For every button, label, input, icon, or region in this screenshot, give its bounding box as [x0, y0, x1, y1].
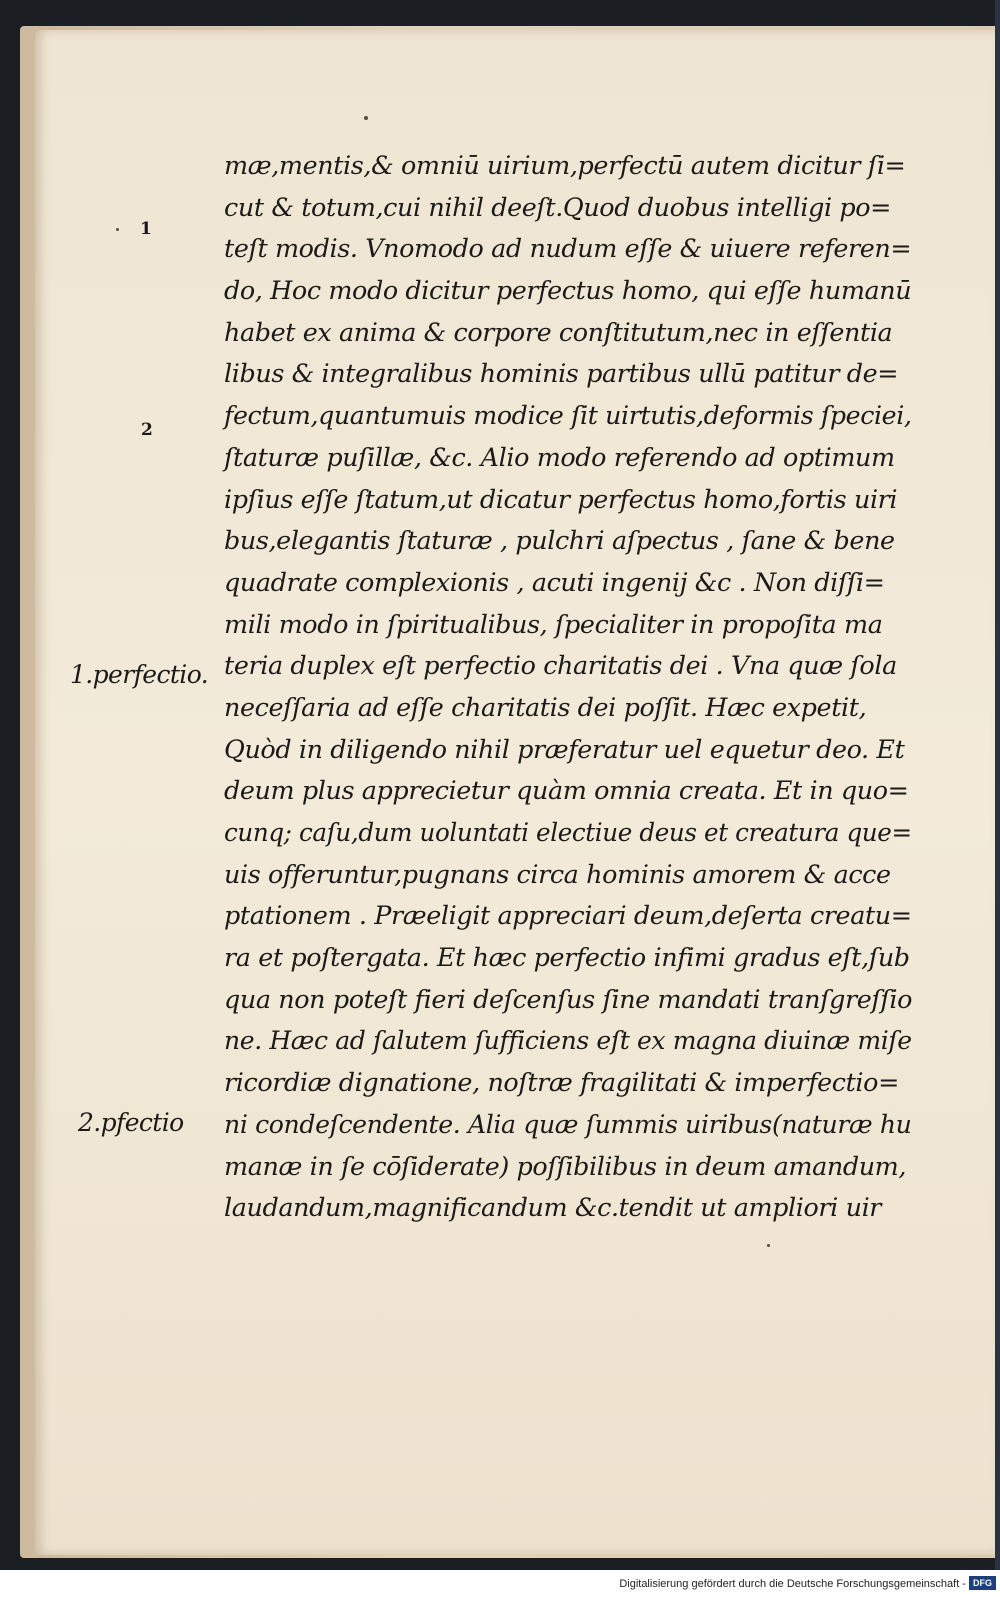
text-line: cunq; caſu,dum uoluntati electiue deus et creatura que=: [224, 818, 912, 848]
text-line: Quòd in diligendo nihil præferatur uel equetur deo. Et: [224, 734, 905, 765]
text-line: deum plus apprecietur quàm omnia creata. Et in quo=: [224, 776, 909, 807]
text-line: ptationem . Præeligit appreciari deum,deſerta creatu=: [224, 901, 912, 932]
text-line: teſt modis. Vnomodo ad nudum eſſe & uiuere referen=: [224, 234, 912, 265]
text-line: uis offeruntur,pugnans circa hominis amorem & acce: [224, 859, 891, 890]
text-line: fectum,quantumuis modice ſit uirtutis,deformis ſpeciei,: [224, 401, 912, 432]
text-line: bus,elegantis ſtaturæ , pulchri aſpectus , ſane & bene: [224, 526, 895, 557]
text-line: neceſſaria ad eſſe charitatis dei poſſit. Hæc expetit,: [224, 692, 867, 723]
text-line: manæ in ſe cōſiderate) poſſibilibus in deum amandum,: [224, 1151, 907, 1182]
ink-speck: [767, 1244, 770, 1247]
text-line: ſtaturæ puſillæ, &c. Alio modo referendo ad optimum: [224, 442, 895, 473]
text-line: ra et poſtergata. Et hæc perfectio infimi gradus eſt,ſub: [224, 943, 910, 974]
margin-note-perfectio-1: 1.perfectio.: [70, 660, 209, 689]
text-line: ricordiæ dignatione, noſtræ fragilitati & imperfectio=: [224, 1068, 899, 1099]
text-line: teria duplex eſt perfectio charitatis dei . Vna quæ ſola: [224, 651, 897, 682]
text-line: mili modo in ſpiritualibus, ſpecialiter in propoſita ma: [224, 609, 883, 640]
scan-edge-strip: [995, 0, 1000, 1570]
text-line: ipſius eſſe ſtatum,ut dicatur perfectus homo,fortis uiri: [224, 484, 898, 515]
text-line: habet ex anima & corpore conſtitutum,nec in eſſentia: [224, 317, 893, 348]
text-line: cut & totum,cui nihil deeſt.Quod duobus intelligi po=: [224, 192, 892, 223]
margin-mark-2: 2: [141, 420, 153, 440]
margin-mark-1: 1: [140, 219, 152, 239]
text-line: do, Hoc modo dicitur perfectus homo, qui eſſe humanū: [224, 276, 912, 307]
dfg-logo: DFG: [969, 1576, 996, 1590]
text-line: libus & integralibus hominis partibus ullū patitur de=: [224, 359, 899, 390]
text-line: laudandum,magnificandum &c.tendit ut ampliori uir: [224, 1193, 882, 1224]
text-line: qua non poteſt fieri deſcenſus ſine mandati tranſgreſſio: [224, 984, 913, 1015]
footer-credit: Digitalisierung gefördert durch die Deutsche Forschungsgemeinschaft -: [619, 1578, 966, 1590]
text-line: quadrate complexionis , acuti ingenij &c . Non diſſi=: [224, 567, 885, 598]
body-text: [224, 146, 914, 1230]
text-line: ne. Hæc ad ſalutem ſufficiens eſt ex magna diuinæ miſe: [224, 1026, 912, 1057]
text-line: mæ,mentis,& omniū uirium,perfectū autem dicitur ſi=: [224, 151, 906, 181]
margin-note-perfectio-2: 2.pfectio: [78, 1108, 184, 1137]
ink-speck: [116, 228, 119, 231]
ink-speck: [364, 116, 368, 120]
text-line: ni condeſcendente. Alia quæ ſummis uiribus(naturæ hu: [224, 1109, 912, 1140]
